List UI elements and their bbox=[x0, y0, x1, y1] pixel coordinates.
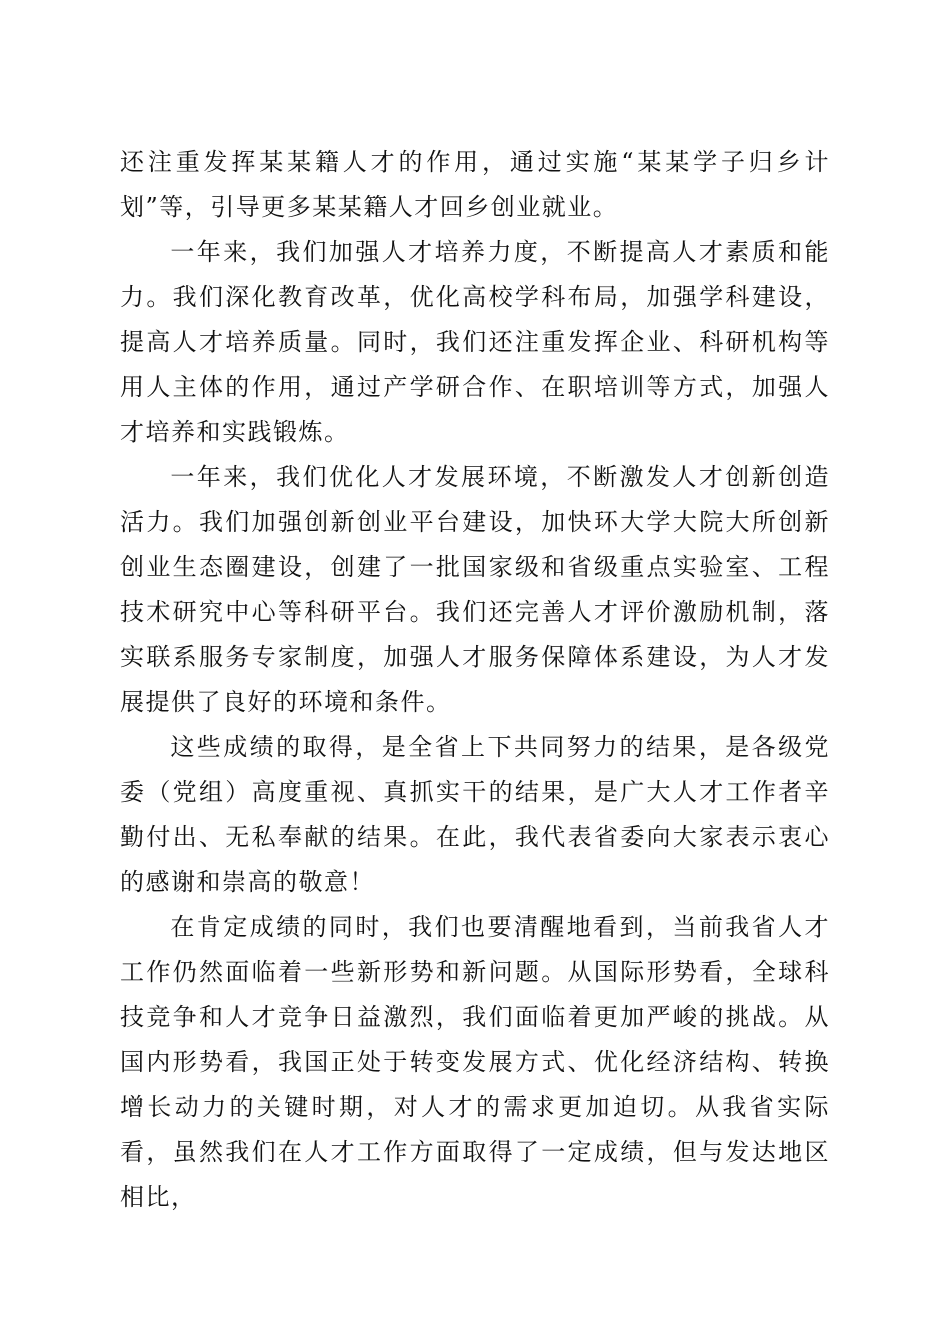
paragraph-continuation: 还注重发挥某某籍人才的作用，通过实施“某某学子归乡计划”等，引导更多某某籍人才回乡创业就业。 bbox=[120, 148, 830, 221]
paragraph-talent-cultivation: 一年来，我们加强人才培养力度，不断提高人才素质和能力。我们深化教育改革，优化高校学科布局，加强学科建设，提高人才培养质量。同时，我们还注重发挥企业、科研机构等用人主体的作用，通过产学研合作、在职培训等方式，加强人才培养和实践锻炼。 bbox=[120, 238, 830, 446]
document-body bbox=[120, 140, 830, 1220]
paragraph-talent-environment: 一年来，我们优化人才发展环境，不断激发人才创新创造活力。我们加强创新创业平台建设，加快环大学大院大所创新创业生态圈建设，创建了一批国家级和省级重点实验室、工程技术研究中心等科研平台。我们还完善人才评价激励机制，落实联系服务专家制度，加强人才服务保障体系建设，为人才发展提供了良好的环境和条件。 bbox=[120, 463, 830, 716]
paragraph-acknowledgement: 这些成绩的取得，是全省上下共同努力的结果，是各级党委（党组）高度重视、真抓实干的结果，是广大人才工作者辛勤付出、无私奉献的结果。在此，我代表省委向大家表示衷心的感谢和崇高的敬意！ bbox=[120, 733, 830, 896]
paragraph-challenges: 在肯定成绩的同时，我们也要清醒地看到，当前我省人才工作仍然面临着一些新形势和新问题。从国际形势看，全球科技竞争和人才竞争日益激烈，我们面临着更加严峻的挑战。从国内形势看，我国正处于转变发展方式、优化经济结构、转换增长动力的关键时期，对人才的需求更加迫切。从我省实际看，虽然我们在人才工作方面取得了一定成绩，但与发达地区相比， bbox=[120, 913, 830, 1211]
